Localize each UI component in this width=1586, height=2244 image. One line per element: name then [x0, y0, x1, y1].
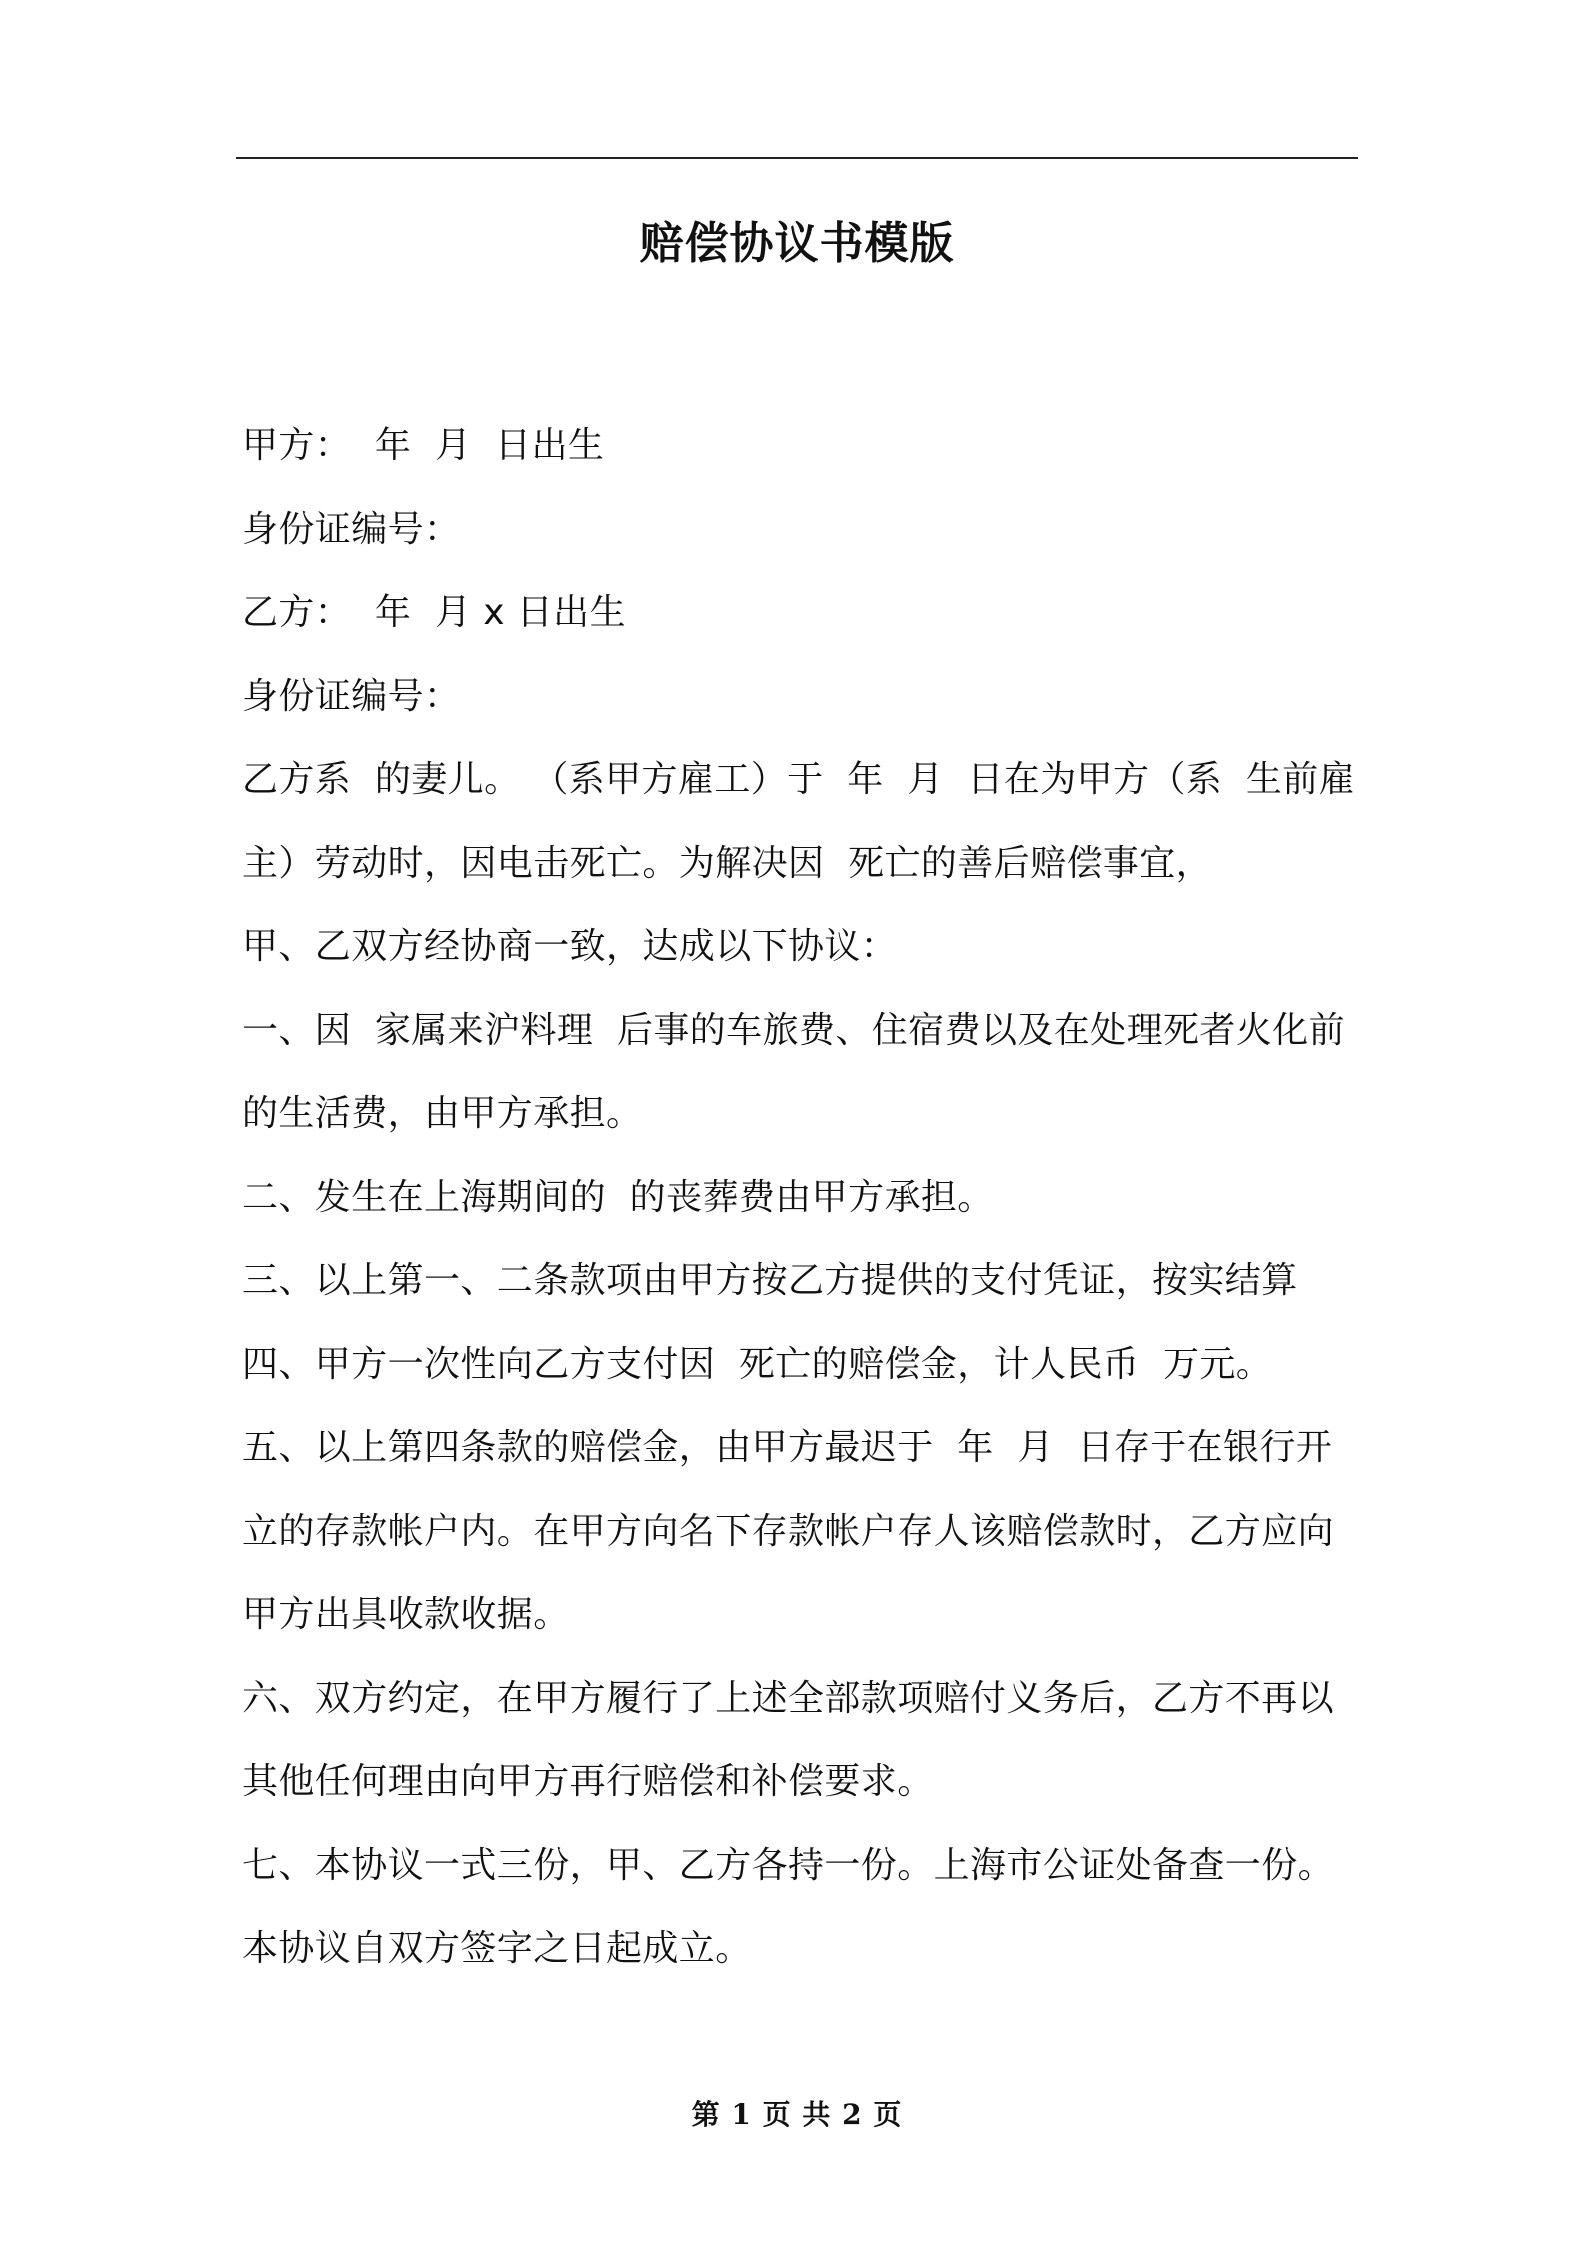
- paragraph-line: 甲、乙双方经协商一致，达成以下协议：: [242, 926, 898, 967]
- clause-line: 二、发生在上海期间的 的丧葬费由甲方承担。: [242, 1176, 994, 1218]
- header-rule: [236, 157, 1358, 159]
- clause-line: 六、双方约定，在甲方履行了上述全部款项赔付义务后，乙方不再以: [242, 1677, 1335, 1719]
- party-a-line: 甲方： 年 月 日出生: [242, 425, 605, 466]
- paragraph-line: 主）劳动时，因电击死亡。为解决因 死亡的善后赔偿事宜，: [242, 842, 1213, 884]
- clause-line: 其他任何理由向甲方再行赔偿和补偿要求。: [242, 1761, 934, 1802]
- clause-line: 立的存款帐户内。在甲方向名下存款帐户存人该赔偿款时，乙方应向: [242, 1510, 1335, 1552]
- clause-line: 的生活费，由甲方承担。: [242, 1093, 643, 1134]
- party-b-id-line: 身份证编号：: [242, 675, 461, 717]
- clause-line: 三、以上第一、二条款项由甲方按乙方提供的支付凭证，按实结算: [242, 1260, 1298, 1301]
- paragraph-line: 乙方系 的妻儿。 （系甲方雇工）于 年 月 日在为甲方（系 生前雇: [242, 759, 1356, 800]
- clause-line: 五、以上第四条款的赔偿金，由甲方最迟于 年 月 日存于在银行开: [242, 1427, 1333, 1468]
- document-title: 赔偿协议书模版: [639, 218, 955, 269]
- document-body: [242, 404, 1358, 1991]
- clause-line: 甲方出具收款收据。: [242, 1594, 570, 1635]
- party-b-line: 乙方： 年 月 x 日出生: [242, 592, 626, 633]
- clause-line: 七、本协议一式三份，甲、乙方各持一份。上海市公证处备查一份。: [242, 1844, 1335, 1886]
- party-a-id-line: 身份证编号：: [242, 508, 461, 550]
- clause-line: 一、因 家属来沪料理 后事的车旅费、住宿费以及在处理死者火化前: [242, 1009, 1345, 1051]
- clause-line: 四、甲方一次性向乙方支付因 死亡的赔偿金，计人民币 万元。: [242, 1343, 1273, 1385]
- page-number-footer: 第 1 页 共 2 页: [691, 2098, 903, 2131]
- clause-line: 本协议自双方签字之日起成立。: [242, 1928, 752, 1969]
